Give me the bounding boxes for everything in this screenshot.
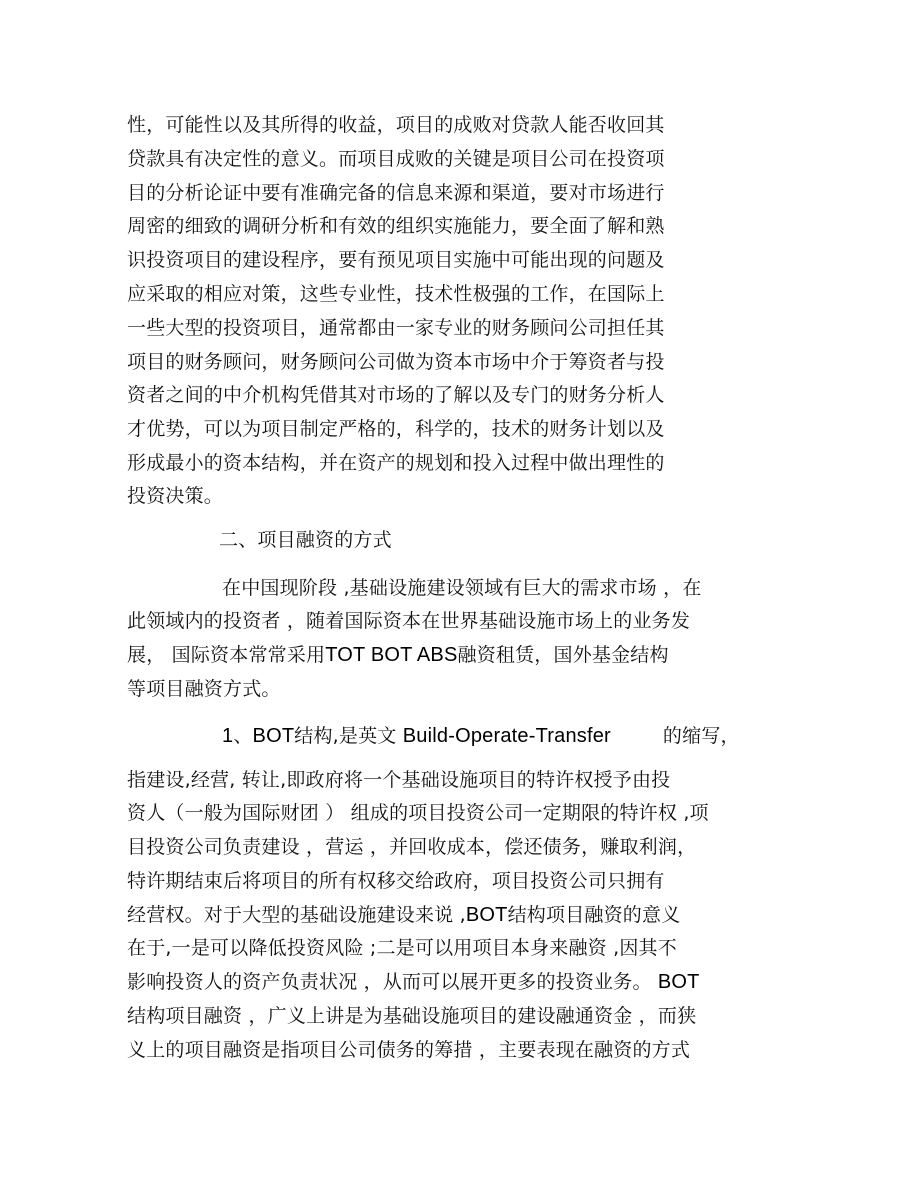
latin-span: Build-Operate-Transfer [402,725,611,747]
text-line: 项目的财务顾问，财务顾问公司做为资本市场中介于筹资者与投 [127,351,665,373]
text-line: 贷款具有决定性的意义。而项目成败的关键是项目公司在投资项 [127,148,665,170]
section-heading: 二、项目融资的方式 [219,529,392,551]
text-line: 在于,一是可以降低投资风险 ;二是可以用项目本身来融资 ,因其不 [127,937,677,959]
text-line [127,643,669,667]
text-span: 的缩写， [662,725,740,747]
text-line: 性，可能性以及其所得的收益，项目的成败对贷款人能否收回其 [127,114,665,136]
text-line: 结构项目融资 ，广义上讲是为基础设施项目的建设融通资金 ，而狭 [127,1005,697,1027]
text-line: 应采取的相应对策，这些专业性，技术性极强的工作，在国际上 [127,283,665,305]
latin-span: BOT [252,725,295,747]
text-line: 目的分析论证中要有准确完备的信息来源和渠道，要对市场进行 [127,182,665,204]
text-line: 识投资项目的建设程序，要有预见项目实施中可能出现的问题及 [127,249,665,271]
list-number: 1 [222,725,234,747]
text-line: 此领域内的投资者 ，随着国际资本在世界基础设施市场上的业务发 [127,610,691,632]
text-line: 在中国现阶段 ,基础设施建设领域有巨大的需求市场 ，在 [222,577,702,599]
latin-span: TOT BOT ABS [325,644,458,666]
text-line: 周密的细致的调研分析和有效的组织实施能力，要全面了解和熟 [127,215,665,237]
text-line: 义上的项目融资是指项目公司债务的筹措 ，主要表现在融资的方式 [127,1039,691,1061]
text-line [127,903,680,927]
text-span: 展， 国际资本常常采用 [127,644,326,666]
text-line: 资人（一般为国际财团 ） 组成的项目投资公司一定期限的特许权 ,项 [127,802,709,824]
text-line [127,970,700,994]
text-line: 目投资公司负责建设 ，营运 ，并回收成本，偿还债务，赚取利润， [127,836,697,858]
text-line: 投资决策。 [127,485,224,507]
text-line: 指建设,经营, 转让,即政府将一个基础设施项目的特许权授予由投 [127,769,671,791]
text-span: 结构,是英文 [294,725,403,747]
text-line: 资者之间的中介机构凭借其对市场的了解以及专门的财务分析人 [127,384,665,406]
text-line: 才优势，可以为项目制定严格的，科学的，技术的财务计划以及 [127,418,665,440]
text-line: 一些大型的投资项目，通常都由一家专业的财务顾问公司担任其 [127,317,665,339]
text-line: 等项目融资方式。 [127,678,281,700]
latin-span: BOT [465,904,508,926]
text-line: 形成最小的资本结构，并在资产的规划和投入过程中做出理性的 [127,452,665,474]
text-span: 、 [233,725,253,747]
text-span: 经营权。对于大型的基础设施建设来说 , [127,904,466,926]
text-span: 影响投资人的资产负责状况 ，从而可以展开更多的投资业务。 [127,971,658,993]
text-line: 特许期结束后将项目的所有权移交给政府，项目投资公司只拥有 [127,870,665,892]
text-line [222,724,740,748]
text-span: 结构项目融资的意义 [507,904,681,926]
latin-span: BOT [657,971,700,993]
text-span: 融资租赁，国外基金结构 [457,644,669,666]
